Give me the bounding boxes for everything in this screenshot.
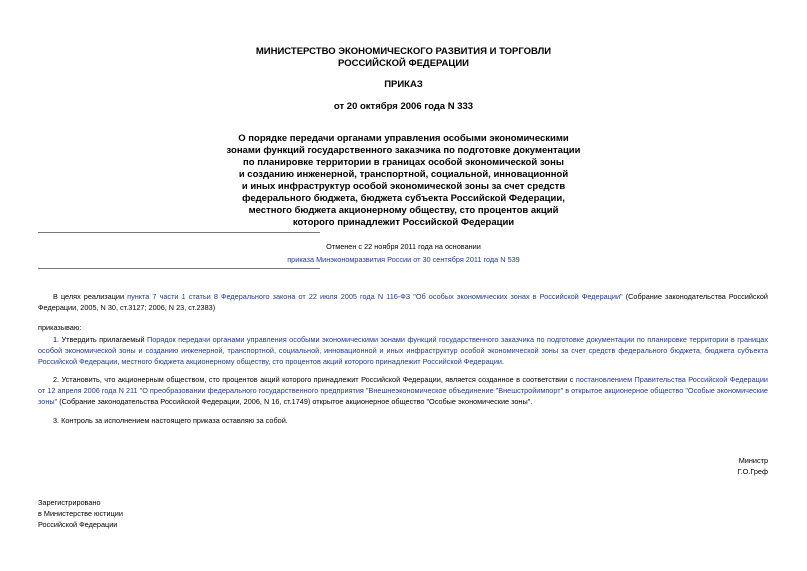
ministry-header (0, 46, 807, 70)
title-line: и иных инфраструктур особой экономической зоны за счет средств (241, 181, 566, 192)
registration-line: в Министерстве юстиции (38, 509, 123, 518)
status-note (0, 241, 807, 265)
paragraph-preamble: В целях реализации пункта 7 части 1 статьи 8 Федерального закона от 22 июля 2005 года N 116-ФЗ "Об особых экономических зонах в Российской Федерации" (Собрание законодательства Российской Федерации, 2005, N 30, ст.3127; 2006, N 23, ст.2383) (38, 292, 768, 312)
law-reference-link[interactable]: пункта 7 части 1 статьи 8 Федерального закона от 22 июля 2005 года N 116-ФЗ "Об особых экономических зонах в Российской Федерации" (127, 292, 623, 301)
paragraph-item-1: 1. Утвердить прилагаемый Порядок передачи органами управления особыми экономическими зонами функций государственного заказчика по подготовке документации по планировке территории в границах особой экономической зоны и созданию инженерной, транспортной, социальной, инновационной и иных инфраструктур особой экономической зоны за счет средств федерального бюджета, бюджета субъекта Российской Федерации, местного бюджета акционерному обществу, сто процентов акций которого принадлежит Российской Федерации. (38, 335, 768, 366)
document-title (0, 133, 807, 229)
doc-type: ПРИКАЗ (384, 79, 423, 90)
signature-position: Министр (738, 456, 768, 465)
status-repeal-link[interactable]: приказа Минэкономразвития России от 30 сентября 2011 года N 539 (287, 255, 520, 264)
title-line: которого принадлежит Российской Федерации (292, 217, 515, 228)
title-line: О порядке передачи органами управления особыми экономическими (238, 133, 569, 144)
title-line: по планировке территории в границах особой экономической зоны (243, 157, 564, 168)
registration-block (38, 497, 123, 530)
doc-date: от 20 октября 2006 года N 333 (333, 101, 474, 112)
divider-top (38, 232, 320, 233)
signature-name: Г.О.Греф (737, 467, 768, 476)
title-line: и созданию инженерной, транспортной, социальной, инновационной (238, 169, 569, 180)
divider-bottom (38, 268, 320, 269)
paragraph-item-3: 3. Контроль за исполнением настоящего приказа оставляю за собой. (53, 416, 288, 425)
title-line: зонами функций государственного заказчика по подготовке документации (226, 145, 581, 156)
government-resolution-link[interactable]: постановлением Правительства Российской Федерации от 12 апреля 2006 года N 211 "О преобразовании федерального государственного предприятия "Внешнеэкономическое объединение "Внешстройимпорт" в открытое акционерное общество "Особые экономические зоны" (38, 375, 768, 406)
status-line: Отменен с 22 ноября 2011 года на основании (326, 242, 481, 251)
title-line: местного бюджета акционерному обществу, сто процентов акций (248, 205, 559, 216)
registration-line: Зарегистрировано (38, 498, 101, 507)
ministry-line-1: МИНИСТЕРСТВО ЭКОНОМИЧЕСКОГО РАЗВИТИЯ И ТОРГОВЛИ (255, 46, 552, 57)
paragraph-item-2: 2. Установить, что акционерным обществом, сто процентов акций которого принадлежит Российской Федерации, является созданное в соответствии с постановлением Правительства Российской Федерации от 12 апреля 2006 года N 211 "О преобразовании федерального государственного предприятия "Внешнеэкономическое объединение "Внешстройимпорт" в открытое акционерное общество "Особые экономические зоны" (Собрание законодательства Российской Федерации, 2006, N 16, ст.1749) открытое акционерное общество "Особые экономические зоны". (38, 375, 768, 406)
signature-block (560, 455, 768, 477)
procedure-link[interactable]: Порядок передачи органами управления особыми экономическими зонами функций государственного заказчика по подготовке документации по планировке территории в границах особой экономической зоны и созданию инженерной, транспортной, социальной, инновационной и иных инфраструктур особой экономической зоны за счет средств федерального бюджета, бюджета субъекта Российской Федерации, местного бюджета акционерному обществу, сто процентов акций которого принадлежит Российской Федерации (38, 335, 768, 366)
ministry-line-2: РОССИЙСКОЙ ФЕДЕРАЦИИ (337, 58, 469, 69)
order-word: приказываю: (38, 323, 82, 332)
title-line: федерального бюджета, бюджета субъекта Российской Федерации, (242, 193, 565, 204)
registration-line: Российской Федерации (38, 520, 118, 529)
